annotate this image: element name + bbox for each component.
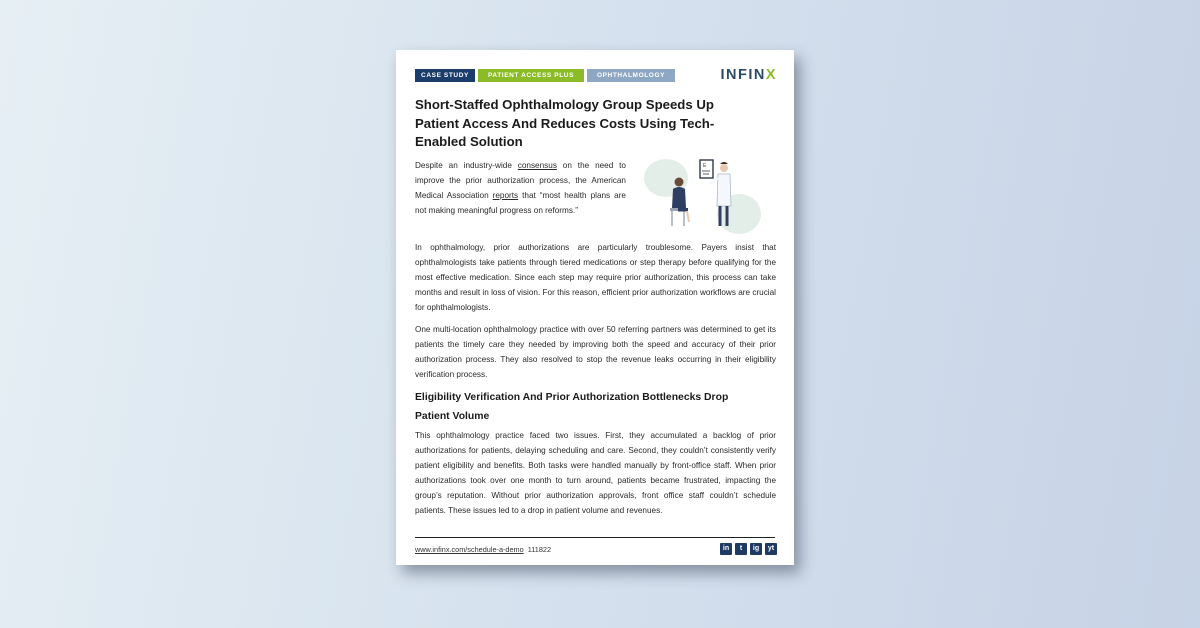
document-title: Short-Staffed Ophthalmology Group Speeds Up Patient Access And Reduces Costs Using Tech-Enabled Solution: [415, 97, 715, 149]
paragraph-issues: This ophthalmology practice faced two issues. First, they accumulated a backlog of prior authorizations for patients, delaying scheduling and care. Second, they couldn’t consistently verify patient eligibility and benefits. Both tasks were handled manually by front-office staff. When prior authorizations took over one month to turn around, patients became frustrated, impacting the group’s reputation. Without prior authorization approvals, front office staff couldn’t schedule patients. These issues led to a drop in patient volume and revenues.: [415, 431, 776, 515]
reports-link[interactable]: reports: [492, 191, 519, 200]
svg-text:E: E: [703, 163, 707, 169]
tag-row: [415, 69, 675, 82]
tag-case-study: CASE STUDY: [415, 69, 475, 82]
intro-paragraph: Despite an industry-wide consensus on the need to improve the prior authorization process, the American Medical Association reports that “most health plans are not making meaningful progress on reforms.”: [415, 161, 626, 215]
eye-exam-illustration: [644, 156, 764, 238]
youtube-icon[interactable]: yt: [765, 543, 777, 555]
infinx-logo: INFINX: [720, 67, 777, 83]
linkedin-icon[interactable]: in: [720, 543, 732, 555]
paragraph-prior-auth: In ophthalmology, prior authorizations are particularly troublesome. Payers insist that ophthalmologists take patients through tiered medications or step therapy before qualifying for the most effective medication. Since each step may require prior authorization, this process can take months and result in loss of vision. For this reason, efficient prior authorization workflows are crucial for ophthalmologists.: [415, 243, 776, 312]
footer-text: [415, 545, 551, 554]
document-code: 111822: [527, 545, 552, 554]
section-heading: Eligibility Verification And Prior Authorization Bottlenecks Drop Patient Volume: [415, 392, 729, 422]
case-study-document: [396, 50, 794, 565]
social-icons: [720, 543, 777, 555]
tag-patient-access-plus: PATIENT ACCESS PLUS: [478, 69, 584, 82]
demo-link[interactable]: www.infinx.com/schedule-a-demo: [415, 545, 524, 554]
instagram-icon[interactable]: ig: [750, 543, 762, 555]
footer-divider: [415, 537, 775, 538]
consensus-link[interactable]: consensus: [517, 161, 557, 170]
tag-ophthalmology: OPHTHALMOLOGY: [587, 69, 675, 82]
paragraph-practice: One multi-location ophthalmology practice with over 50 referring partners was determined to get its patients the timely care they needed by improving both the speed and accuracy of their prior authorization process. They also resolved to stop the revenue leaks occurring in their eligibility verification process.: [415, 325, 776, 379]
twitter-icon[interactable]: t: [735, 543, 747, 555]
